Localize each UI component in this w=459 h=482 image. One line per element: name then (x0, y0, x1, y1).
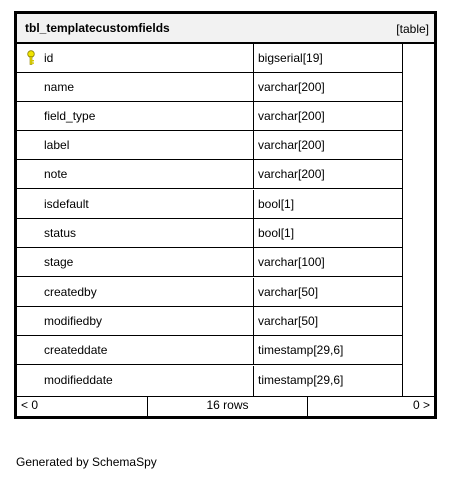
children-count[interactable]: 0 > (412, 398, 430, 412)
column-name: note (44, 167, 68, 181)
column-name: label (44, 138, 70, 152)
column-type: timestamp[29,6] (258, 373, 344, 387)
column-name-cell (17, 73, 254, 101)
column-type: varchar[50] (258, 314, 319, 328)
column-name-cell (17, 336, 254, 364)
column-type: bool[1] (258, 226, 295, 240)
table-node[interactable] (14, 11, 437, 419)
column-row-name[interactable] (17, 73, 403, 102)
parents-count[interactable]: < 0 (17, 397, 148, 416)
column-type: varchar[200] (258, 167, 325, 181)
column-row-note[interactable] (17, 160, 403, 189)
column-name-cell (17, 44, 254, 72)
column-name: status (44, 226, 77, 240)
column-name-cell (17, 190, 254, 218)
column-type: varchar[50] (258, 285, 319, 299)
row-count: 16 rows (148, 397, 308, 416)
column-name-cell (17, 219, 254, 247)
table-header (17, 14, 434, 44)
column-name: createddate (44, 343, 108, 357)
column-type: timestamp[29,6] (258, 343, 344, 357)
column-name-cell (17, 278, 254, 306)
column-type: varchar[200] (258, 138, 325, 152)
column-name-cell (17, 307, 254, 335)
column-name: id (44, 51, 54, 65)
table-name: tbl_templatecustomfields (25, 21, 170, 35)
column-row-label[interactable] (17, 131, 403, 160)
column-row-modifieddate[interactable] (17, 366, 403, 396)
column-row-isdefault[interactable] (17, 190, 403, 219)
column-type: varchar[200] (258, 80, 325, 94)
column-name-cell (17, 131, 254, 159)
column-name-cell (17, 160, 254, 188)
column-name: field_type (44, 109, 96, 123)
column-row-field-type[interactable] (17, 102, 403, 131)
column-name: createdby (44, 285, 97, 299)
column-name: modifieddate (44, 373, 113, 387)
column-row-status[interactable] (17, 219, 403, 248)
table-kind: [table] (396, 22, 429, 36)
primary-key-icon (26, 50, 36, 66)
generated-by-text: Generated by SchemaSpy (16, 455, 157, 469)
column-row-createddate[interactable] (17, 336, 403, 365)
column-name: name (44, 80, 75, 94)
column-type: bool[1] (258, 197, 295, 211)
column-list (17, 44, 434, 396)
column-name: modifiedby (44, 314, 103, 328)
column-name-cell (17, 102, 254, 130)
column-row-stage[interactable] (17, 248, 403, 277)
column-type: varchar[100] (258, 255, 325, 269)
column-name-cell (17, 248, 254, 276)
column-type: varchar[200] (258, 109, 325, 123)
column-row-modifiedby[interactable] (17, 307, 403, 336)
table-footer (17, 396, 434, 416)
column-name: isdefault (44, 197, 89, 211)
column-row-createdby[interactable] (17, 278, 403, 307)
column-name: stage (44, 255, 74, 269)
column-name-cell (17, 366, 254, 396)
column-row-id[interactable] (17, 44, 403, 73)
column-type: bigserial[19] (258, 51, 323, 65)
